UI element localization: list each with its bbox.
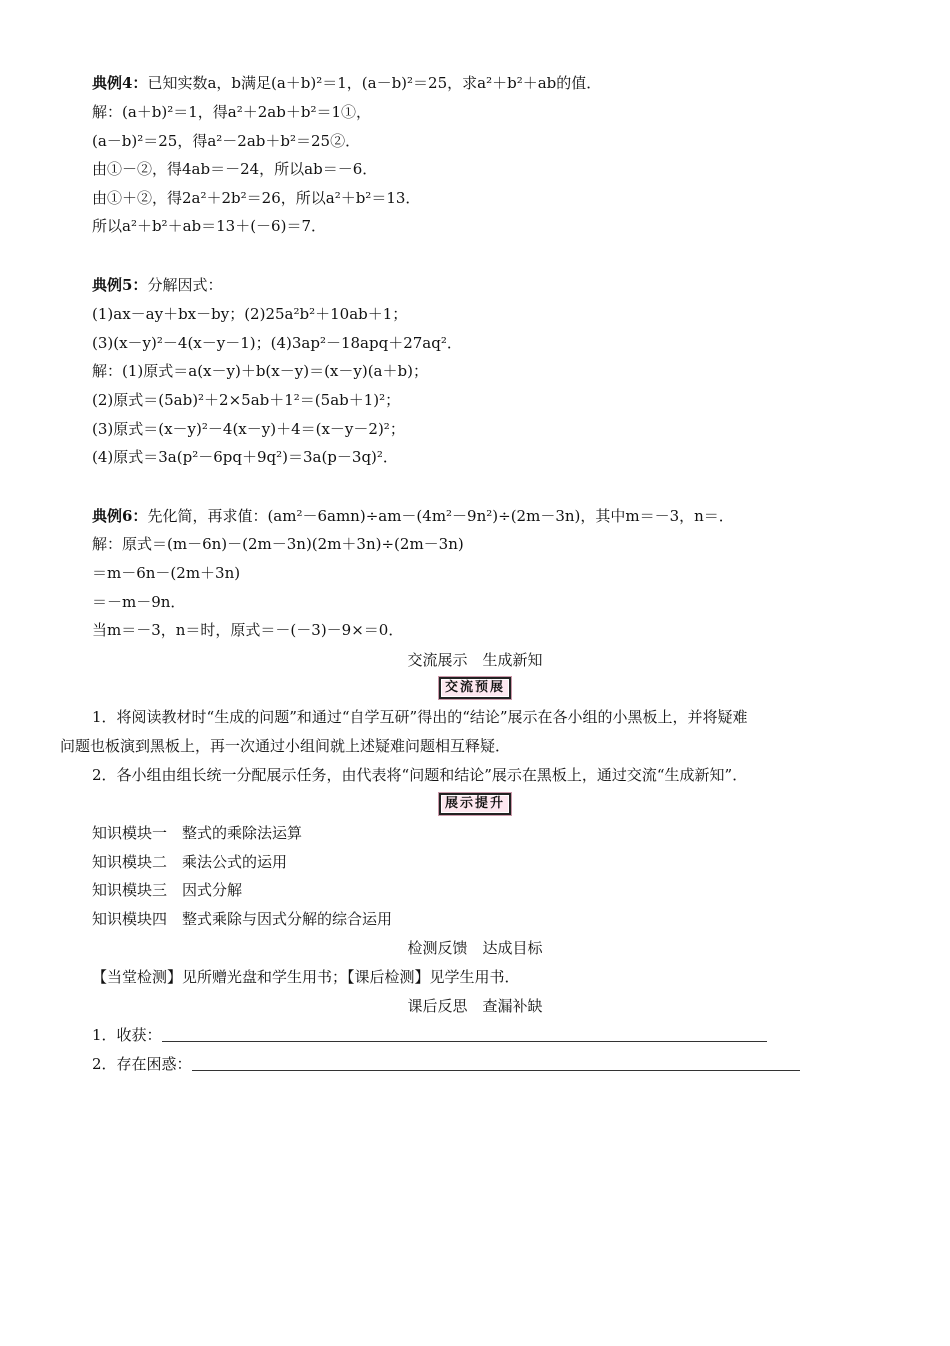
module-item-2: 知识模块二 乘法公式的运用 <box>92 853 288 871</box>
example5-title: 典例5： <box>92 276 148 294</box>
example4-text: 已知实数a，b满足(a＋b)²＝1，(a－b)²＝25，求a²＋b²＋ab的值． <box>147 74 602 92</box>
example6-text: 先化简，再求值：(am²－6amn)÷am－(4m²－9n²)÷(2m－3n)，其中m＝－3，n＝． <box>147 507 734 525</box>
exchange-para1-line1: 1．将阅读教材时“生成的问题”和通过“自学互研”得出的“结论”展示在各小组的小黑板上，并将疑难 <box>92 708 748 726</box>
check-line: 【当堂检测】见所赠光盘和学生用书；【课后检测】见学生用书． <box>92 968 520 986</box>
example6-line-2: 解：原式＝(m－6n)－(2m－3n)(2m＋3n)÷(2m－3n) <box>92 535 464 553</box>
example4-line-4: 由①－②，得4ab＝－24，所以ab＝－6． <box>92 160 378 178</box>
example6-line-5: 当m＝－3，n＝时，原式＝－(－3)－9×＝0． <box>92 621 404 639</box>
section-heading-exchange: 交流展示 生成新知 <box>407 651 543 669</box>
badge-exchange-row <box>0 676 950 699</box>
badge-exchange: 交流预展 <box>439 677 511 699</box>
example5-line-2: (1)ax－ay＋bx－by；(2)25a²b²＋10ab＋1； <box>92 305 408 323</box>
module-item-4: 知识模块四 整式乘除与因式分解的综合运用 <box>92 910 393 928</box>
module-item-3: 知识模块三 因式分解 <box>92 881 243 899</box>
exchange-para2: 2．各小组由组长统一分配展示任务，由代表将“问题和结论”展示在黑板上，通过交流“生成新知”． <box>92 766 748 784</box>
example5-line-6: (3)原式＝(x－y)²－4(x－y)＋4＝(x－y－2)²； <box>92 420 405 438</box>
example5-line-1 <box>92 275 222 295</box>
example6-line-4: ＝－m－9n． <box>92 593 186 611</box>
example5-line-3: (3)(x－y)²－4(x－y－1)；(4)3ap²－18apq＋27aq²． <box>92 334 462 352</box>
example5-line-7: (4)原式＝3a(p²－6pq＋9q²)＝3a(p－3q)²． <box>92 448 398 466</box>
example4-line-2: 解：(a＋b)²＝1，得a²＋2ab＋b²＝1①， <box>92 103 372 121</box>
example5-text: 分解因式： <box>147 276 223 294</box>
badge-show: 展示提升 <box>439 793 511 815</box>
example4-line-5: 由①＋②，得2a²＋2b²＝26，所以a²＋b²＝13． <box>92 189 421 207</box>
example5-line-5: (2)原式＝(5ab)²＋2×5ab＋1²＝(5ab＋1)²； <box>92 391 401 409</box>
reflect-item-2-label: 2．存在困惑： <box>92 1055 192 1073</box>
reflect-item-2-blank[interactable] <box>192 1056 800 1071</box>
reflect-item-1 <box>92 1025 767 1045</box>
example6-line-1 <box>92 506 734 526</box>
example4-line-6: 所以a²＋b²＋ab＝13＋(－6)＝7． <box>92 217 326 235</box>
module-item-1: 知识模块一 整式的乘除法运算 <box>92 824 303 842</box>
badge-show-row <box>0 792 950 815</box>
reflect-item-1-blank[interactable] <box>162 1027 767 1042</box>
example4-line-3: (a－b)²＝25，得a²－2ab＋b²＝25②． <box>92 132 361 150</box>
example6-title: 典例6： <box>92 507 148 525</box>
section-heading-check: 检测反馈 达成目标 <box>407 939 543 957</box>
reflect-item-2 <box>92 1054 800 1074</box>
example6-line-3: ＝m－6n－(2m＋3n) <box>92 564 241 582</box>
example4-title: 典例4： <box>92 74 148 92</box>
section-heading-reflect: 课后反思 查漏补缺 <box>407 997 543 1015</box>
example5-line-4: 解：(1)原式＝a(x－y)＋b(x－y)＝(x－y)(a＋b)； <box>92 362 428 380</box>
exchange-para1-line2: 问题也板演到黑板上，再一次通过小组间就上述疑难问题相互释疑． <box>60 737 511 755</box>
reflect-item-1-label: 1．收获： <box>92 1026 162 1044</box>
example4-line-1 <box>92 73 601 93</box>
